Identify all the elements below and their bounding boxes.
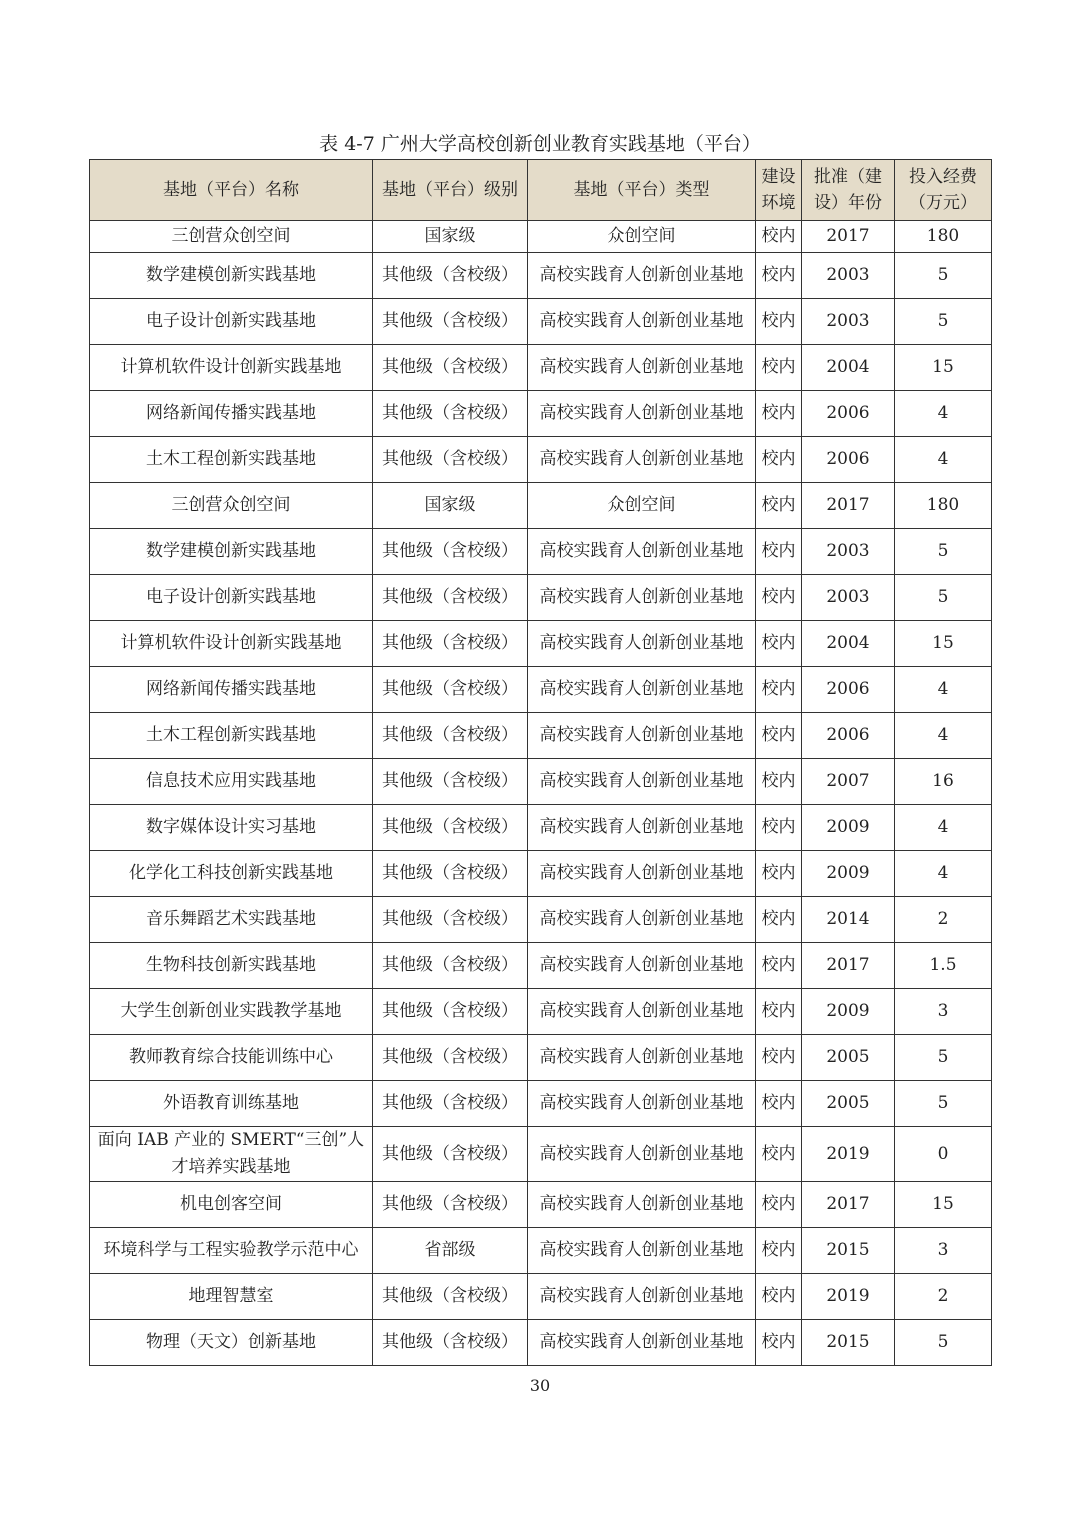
cell-env: 校内 [756,851,802,897]
header-year: 批准（建设）年份 [802,160,895,221]
table-row [90,1081,992,1127]
cell-level: 其他级（含校级） [373,667,528,713]
cell-type: 高校实践育人创新创业基地 [528,851,756,897]
cell-level: 其他级（含校级） [373,851,528,897]
cell-name: 计算机软件设计创新实践基地 [90,345,373,391]
table-row [90,759,992,805]
table-row [90,253,992,299]
cell-funding: 1.5 [895,943,992,989]
cell-year: 2017 [802,483,895,529]
table-row [90,667,992,713]
cell-type: 高校实践育人创新创业基地 [528,299,756,345]
cell-funding: 3 [895,1228,992,1274]
cell-year: 2019 [802,1274,895,1320]
cell-name: 教师教育综合技能训练中心 [90,1035,373,1081]
cell-level: 其他级（含校级） [373,621,528,667]
cell-type: 众创空间 [528,221,756,253]
cell-env: 校内 [756,529,802,575]
cell-level: 国家级 [373,483,528,529]
cell-funding: 16 [895,759,992,805]
cell-name: 机电创客空间 [90,1182,373,1228]
bases-table [89,159,992,1366]
header-env: 建设环境 [756,160,802,221]
cell-name: 土木工程创新实践基地 [90,437,373,483]
cell-env: 校内 [756,253,802,299]
cell-level: 其他级（含校级） [373,575,528,621]
table-row [90,989,992,1035]
cell-level: 其他级（含校级） [373,299,528,345]
cell-type: 高校实践育人创新创业基地 [528,1274,756,1320]
cell-year: 2015 [802,1228,895,1274]
cell-env: 校内 [756,621,802,667]
table-row [90,391,992,437]
cell-year: 2003 [802,253,895,299]
cell-year: 2009 [802,805,895,851]
cell-type: 高校实践育人创新创业基地 [528,621,756,667]
cell-funding: 4 [895,437,992,483]
cell-funding: 5 [895,1320,992,1366]
table-caption: 表 4-7 广州大学高校创新创业教育实践基地（平台） [319,133,761,155]
cell-env: 校内 [756,345,802,391]
table-row [90,1035,992,1081]
cell-type: 高校实践育人创新创业基地 [528,943,756,989]
cell-year: 2004 [802,345,895,391]
cell-name: 网络新闻传播实践基地 [90,391,373,437]
header-type: 基地（平台）类型 [528,160,756,221]
cell-type: 高校实践育人创新创业基地 [528,345,756,391]
cell-funding: 180 [895,483,992,529]
table-row [90,897,992,943]
cell-env: 校内 [756,1081,802,1127]
table-row [90,805,992,851]
cell-name: 电子设计创新实践基地 [90,299,373,345]
cell-name: 生物科技创新实践基地 [90,943,373,989]
cell-type: 高校实践育人创新创业基地 [528,1320,756,1366]
cell-funding: 15 [895,345,992,391]
cell-name: 信息技术应用实践基地 [90,759,373,805]
cell-level: 省部级 [373,1228,528,1274]
cell-year: 2007 [802,759,895,805]
cell-env: 校内 [756,943,802,989]
cell-funding: 2 [895,1274,992,1320]
cell-type: 高校实践育人创新创业基地 [528,1035,756,1081]
cell-funding: 3 [895,989,992,1035]
cell-name: 大学生创新创业实践教学基地 [90,989,373,1035]
cell-level: 其他级（含校级） [373,1127,528,1182]
table-row [90,575,992,621]
cell-env: 校内 [756,667,802,713]
cell-env: 校内 [756,575,802,621]
cell-funding: 5 [895,253,992,299]
cell-type: 高校实践育人创新创业基地 [528,667,756,713]
table-row [90,529,992,575]
cell-level: 其他级（含校级） [373,529,528,575]
cell-year: 2006 [802,713,895,759]
cell-funding: 4 [895,805,992,851]
cell-env: 校内 [756,1035,802,1081]
cell-env: 校内 [756,299,802,345]
cell-funding: 4 [895,713,992,759]
cell-level: 其他级（含校级） [373,713,528,759]
cell-funding: 180 [895,221,992,253]
cell-type: 高校实践育人创新创业基地 [528,713,756,759]
cell-year: 2014 [802,897,895,943]
cell-name: 数学建模创新实践基地 [90,253,373,299]
cell-funding: 4 [895,391,992,437]
header-funding: 投入经费（万元） [895,160,992,221]
cell-name: 环境科学与工程实验教学示范中心 [90,1228,373,1274]
cell-level: 其他级（含校级） [373,1274,528,1320]
cell-type: 高校实践育人创新创业基地 [528,897,756,943]
cell-name: 地理智慧室 [90,1274,373,1320]
cell-name: 三创营众创空间 [90,221,373,253]
cell-funding: 5 [895,575,992,621]
cell-name: 数学建模创新实践基地 [90,529,373,575]
header-row [90,160,992,221]
cell-name: 电子设计创新实践基地 [90,575,373,621]
cell-year: 2017 [802,943,895,989]
cell-type: 高校实践育人创新创业基地 [528,575,756,621]
cell-year: 2017 [802,221,895,253]
cell-level: 其他级（含校级） [373,897,528,943]
table-body [90,221,992,1366]
table-row [90,713,992,759]
cell-level: 其他级（含校级） [373,1035,528,1081]
table-row [90,221,992,253]
cell-funding: 15 [895,621,992,667]
cell-funding: 4 [895,851,992,897]
table-row [90,943,992,989]
cell-funding: 2 [895,897,992,943]
cell-env: 校内 [756,1274,802,1320]
cell-funding: 5 [895,1035,992,1081]
table-row [90,1274,992,1320]
cell-level: 其他级（含校级） [373,345,528,391]
header-level: 基地（平台）级别 [373,160,528,221]
cell-type: 高校实践育人创新创业基地 [528,529,756,575]
cell-type: 众创空间 [528,483,756,529]
cell-level: 其他级（含校级） [373,1081,528,1127]
cell-funding: 5 [895,299,992,345]
table-row [90,1182,992,1228]
cell-type: 高校实践育人创新创业基地 [528,1081,756,1127]
table-row [90,299,992,345]
cell-name: 外语教育训练基地 [90,1081,373,1127]
cell-env: 校内 [756,1320,802,1366]
cell-env: 校内 [756,1182,802,1228]
cell-type: 高校实践育人创新创业基地 [528,1228,756,1274]
cell-level: 其他级（含校级） [373,989,528,1035]
cell-year: 2006 [802,391,895,437]
table-row [90,1228,992,1274]
table-row [90,621,992,667]
cell-type: 高校实践育人创新创业基地 [528,759,756,805]
table-row [90,1320,992,1366]
cell-name: 数字媒体设计实习基地 [90,805,373,851]
cell-env: 校内 [756,989,802,1035]
cell-env: 校内 [756,897,802,943]
cell-year: 2005 [802,1081,895,1127]
cell-year: 2009 [802,989,895,1035]
cell-funding: 0 [895,1127,992,1182]
cell-name: 物理（天文）创新基地 [90,1320,373,1366]
cell-funding: 15 [895,1182,992,1228]
cell-env: 校内 [756,437,802,483]
cell-funding: 5 [895,529,992,575]
cell-year: 2003 [802,299,895,345]
cell-year: 2015 [802,1320,895,1366]
cell-env: 校内 [756,483,802,529]
cell-type: 高校实践育人创新创业基地 [528,989,756,1035]
page-number: 30 [529,1376,551,1395]
cell-name: 计算机软件设计创新实践基地 [90,621,373,667]
cell-name: 土木工程创新实践基地 [90,713,373,759]
cell-env: 校内 [756,1127,802,1182]
cell-level: 其他级（含校级） [373,437,528,483]
cell-type: 高校实践育人创新创业基地 [528,1182,756,1228]
cell-name: 化学化工科技创新实践基地 [90,851,373,897]
cell-env: 校内 [756,759,802,805]
cell-level: 其他级（含校级） [373,253,528,299]
cell-level: 其他级（含校级） [373,805,528,851]
cell-type: 高校实践育人创新创业基地 [528,1127,756,1182]
cell-env: 校内 [756,713,802,759]
cell-type: 高校实践育人创新创业基地 [528,253,756,299]
cell-level: 其他级（含校级） [373,1182,528,1228]
header-name: 基地（平台）名称 [90,160,373,221]
cell-name: 三创营众创空间 [90,483,373,529]
cell-year: 2009 [802,851,895,897]
cell-year: 2019 [802,1127,895,1182]
cell-year: 2004 [802,621,895,667]
cell-type: 高校实践育人创新创业基地 [528,437,756,483]
cell-env: 校内 [756,1228,802,1274]
cell-level: 其他级（含校级） [373,1320,528,1366]
cell-year: 2006 [802,667,895,713]
cell-level: 其他级（含校级） [373,759,528,805]
cell-type: 高校实践育人创新创业基地 [528,805,756,851]
cell-funding: 5 [895,1081,992,1127]
cell-year: 2006 [802,437,895,483]
table-row [90,483,992,529]
cell-funding: 4 [895,667,992,713]
cell-name: 音乐舞蹈艺术实践基地 [90,897,373,943]
cell-year: 2003 [802,529,895,575]
table-row [90,851,992,897]
cell-level: 国家级 [373,221,528,253]
cell-env: 校内 [756,391,802,437]
table-row [90,1127,992,1182]
cell-level: 其他级（含校级） [373,943,528,989]
cell-type: 高校实践育人创新创业基地 [528,391,756,437]
table-row [90,437,992,483]
cell-year: 2017 [802,1182,895,1228]
table-row [90,345,992,391]
cell-year: 2003 [802,575,895,621]
cell-name: 网络新闻传播实践基地 [90,667,373,713]
cell-name: 面向 IAB 产业的 SMERT“三创”人才培养实践基地 [90,1127,373,1182]
cell-env: 校内 [756,221,802,253]
cell-level: 其他级（含校级） [373,391,528,437]
cell-env: 校内 [756,805,802,851]
cell-year: 2005 [802,1035,895,1081]
